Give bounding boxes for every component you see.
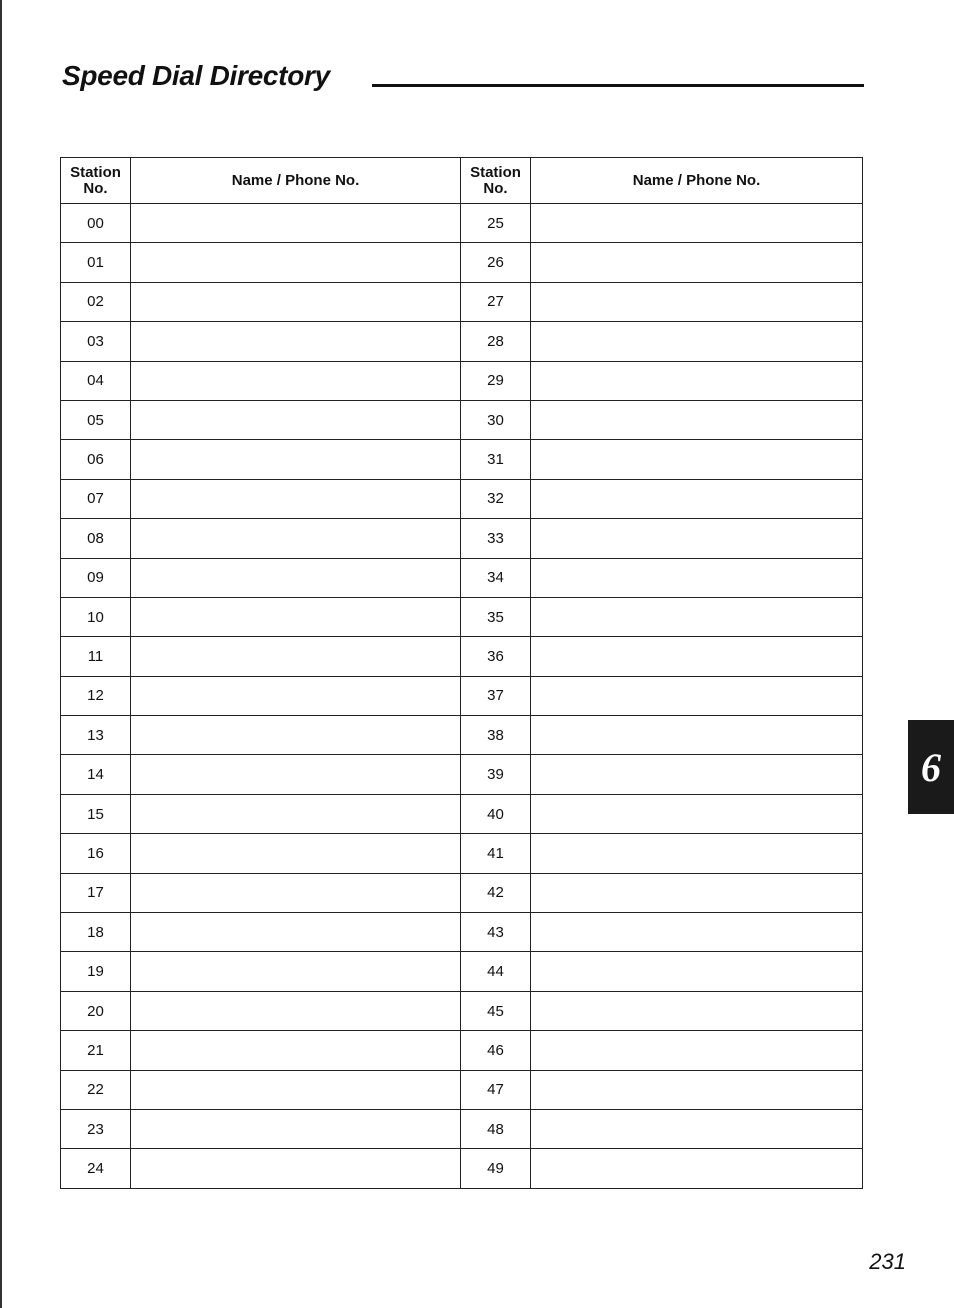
table-row [61,479,863,518]
table-body [61,204,863,1189]
page-title: Speed Dial Directory [62,60,330,91]
name-phone-entry-right[interactable] [531,1070,863,1109]
station-number-right: 38 [461,716,531,755]
table-row [61,519,863,558]
station-number-left: 14 [61,755,131,794]
station-number-left: 15 [61,794,131,833]
name-phone-entry-left[interactable] [131,558,461,597]
table-row [61,440,863,479]
name-phone-entry-right[interactable] [531,676,863,715]
name-phone-entry-right[interactable] [531,400,863,439]
table-row [61,834,863,873]
station-number-right: 33 [461,519,531,558]
table-row [61,1031,863,1070]
name-phone-entry-right[interactable] [531,834,863,873]
name-phone-entry-left[interactable] [131,637,461,676]
station-number-left: 09 [61,558,131,597]
name-phone-entry-right[interactable] [531,913,863,952]
name-phone-entry-right[interactable] [531,519,863,558]
station-number-left: 08 [61,519,131,558]
name-phone-entry-right[interactable] [531,755,863,794]
page-number: 231 [869,1249,906,1274]
station-number-left: 03 [61,322,131,361]
table-row [61,597,863,636]
name-phone-entry-left[interactable] [131,243,461,282]
table-row [61,1070,863,1109]
table-row [61,991,863,1030]
station-number-right: 41 [461,834,531,873]
table-row [61,282,863,321]
name-phone-entry-left[interactable] [131,1149,461,1188]
name-phone-entry-left[interactable] [131,479,461,518]
table-row [61,1149,863,1188]
station-number-left: 22 [61,1070,131,1109]
name-phone-entry-right[interactable] [531,637,863,676]
chapter-tab [908,720,954,814]
table-row [61,716,863,755]
table-row [61,243,863,282]
page-edge-line [0,0,2,1308]
name-phone-entry-right[interactable] [531,873,863,912]
name-phone-entry-right[interactable] [531,597,863,636]
station-number-right: 28 [461,322,531,361]
station-number-right: 27 [461,282,531,321]
station-number-right: 47 [461,1070,531,1109]
name-phone-entry-left[interactable] [131,322,461,361]
table-row [61,676,863,715]
name-phone-entry-left[interactable] [131,913,461,952]
table-row [61,204,863,243]
name-phone-entry-left[interactable] [131,1031,461,1070]
station-number-right: 37 [461,676,531,715]
table-row [61,322,863,361]
station-number-left: 10 [61,597,131,636]
name-phone-entry-left[interactable] [131,597,461,636]
table-row [61,558,863,597]
name-phone-entry-left[interactable] [131,716,461,755]
station-number-right: 26 [461,243,531,282]
name-phone-entry-left[interactable] [131,440,461,479]
page-header [62,58,864,98]
station-number-left: 04 [61,361,131,400]
station-number-right: 35 [461,597,531,636]
station-number-left: 16 [61,834,131,873]
speed-dial-table [60,157,863,1189]
name-phone-entry-left[interactable] [131,873,461,912]
name-phone-entry-right[interactable] [531,282,863,321]
table-row [61,952,863,991]
station-number-right: 42 [461,873,531,912]
station-number-left: 02 [61,282,131,321]
station-number-left: 00 [61,204,131,243]
name-phone-entry-right[interactable] [531,991,863,1030]
station-number-left: 07 [61,479,131,518]
station-number-left: 11 [61,637,131,676]
station-number-right: 31 [461,440,531,479]
name-phone-entry-left[interactable] [131,676,461,715]
header-station-right: Station No. [461,158,531,204]
name-phone-entry-right[interactable] [531,243,863,282]
name-phone-entry-right[interactable] [531,1109,863,1148]
header-name-phone-left: Name / Phone No. [131,158,461,204]
name-phone-entry-left[interactable] [131,361,461,400]
name-phone-entry-right[interactable] [531,1031,863,1070]
name-phone-entry-left[interactable] [131,1070,461,1109]
name-phone-entry-right[interactable] [531,440,863,479]
name-phone-entry-left[interactable] [131,834,461,873]
name-phone-entry-left[interactable] [131,519,461,558]
table-row [61,637,863,676]
station-number-left: 24 [61,1149,131,1188]
station-number-left: 23 [61,1109,131,1148]
station-number-right: 45 [461,991,531,1030]
station-number-left: 12 [61,676,131,715]
name-phone-entry-right[interactable] [531,204,863,243]
name-phone-entry-left[interactable] [131,1109,461,1148]
table-row [61,361,863,400]
name-phone-entry-left[interactable] [131,794,461,833]
station-number-right: 43 [461,913,531,952]
station-number-right: 46 [461,1031,531,1070]
chapter-number: 6 [921,744,941,790]
station-number-right: 40 [461,794,531,833]
station-number-left: 06 [61,440,131,479]
header-station-left: Station No. [61,158,131,204]
name-phone-entry-left[interactable] [131,952,461,991]
station-number-right: 36 [461,637,531,676]
station-number-right: 30 [461,400,531,439]
header-name-phone-right: Name / Phone No. [531,158,863,204]
station-number-right: 48 [461,1109,531,1148]
name-phone-entry-right[interactable] [531,361,863,400]
name-phone-entry-left[interactable] [131,282,461,321]
station-number-right: 39 [461,755,531,794]
name-phone-entry-left[interactable] [131,204,461,243]
table-row [61,794,863,833]
name-phone-entry-right[interactable] [531,322,863,361]
station-number-left: 21 [61,1031,131,1070]
station-number-left: 13 [61,716,131,755]
table-row [61,913,863,952]
station-number-right: 29 [461,361,531,400]
name-phone-entry-right[interactable] [531,716,863,755]
station-number-right: 34 [461,558,531,597]
table-header-row [61,158,863,204]
name-phone-entry-right[interactable] [531,479,863,518]
name-phone-entry-right[interactable] [531,794,863,833]
table-row [61,873,863,912]
name-phone-entry-left[interactable] [131,991,461,1030]
station-number-right: 25 [461,204,531,243]
table-row [61,1109,863,1148]
name-phone-entry-left[interactable] [131,400,461,439]
station-number-left: 17 [61,873,131,912]
station-number-right: 49 [461,1149,531,1188]
station-number-right: 44 [461,952,531,991]
station-number-left: 19 [61,952,131,991]
name-phone-entry-right[interactable] [531,558,863,597]
name-phone-entry-right[interactable] [531,952,863,991]
station-number-left: 05 [61,400,131,439]
station-number-left: 01 [61,243,131,282]
table-row [61,400,863,439]
station-number-right: 32 [461,479,531,518]
name-phone-entry-left[interactable] [131,755,461,794]
name-phone-entry-right[interactable] [531,1149,863,1188]
table-row [61,755,863,794]
title-rule [372,84,864,87]
station-number-left: 18 [61,913,131,952]
station-number-left: 20 [61,991,131,1030]
